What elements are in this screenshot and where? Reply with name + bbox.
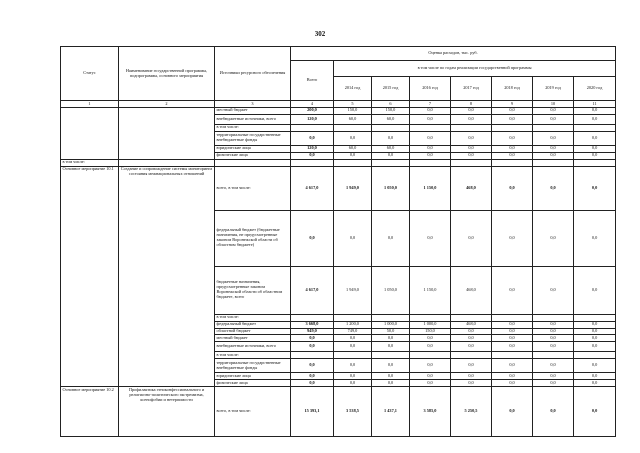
value-cell: 1 437,1 [372, 387, 410, 437]
value-cell: 0,0 [533, 321, 574, 328]
value-cell: 0,0 [492, 342, 533, 352]
source-cell: территориальные государственные внебюджетные фонды [215, 131, 291, 145]
value-cell: 3 538,5 [334, 387, 372, 437]
value-cell: 4 617,0 [291, 166, 334, 210]
value-cell: 0,0 [334, 210, 372, 266]
value-cell: 0,0 [492, 335, 533, 342]
source-cell: в том числе: [215, 314, 291, 321]
header-status: Статус [61, 47, 119, 101]
value-cell: 468,0 [451, 166, 492, 210]
including-label: в том числе: [61, 159, 119, 166]
source-cell: в том числе: [215, 124, 291, 131]
source-cell: физические лица [215, 152, 291, 159]
value-cell [492, 314, 533, 321]
value-cell: 120,0 [291, 114, 334, 124]
value-cell: 0,0 [574, 145, 616, 152]
value-cell [291, 352, 334, 359]
value-cell: 0,0 [372, 380, 410, 387]
page-number: 302 [314, 30, 326, 38]
value-cell: 0,0 [451, 210, 492, 266]
value-cell: 0,0 [574, 359, 616, 373]
value-cell: 0,0 [334, 131, 372, 145]
source-cell: всего, в том числе: [215, 166, 291, 210]
header-year: 2020 год [574, 77, 616, 101]
value-cell [372, 352, 410, 359]
value-cell: 949,0 [291, 328, 334, 335]
value-cell: 0,0 [372, 152, 410, 159]
value-cell [451, 314, 492, 321]
value-cell: 0,0 [410, 210, 451, 266]
source-cell: местный бюджет [215, 107, 291, 114]
header-year: 2015 год [372, 77, 410, 101]
value-cell: 0,0 [451, 328, 492, 335]
value-cell: 60,0 [334, 114, 372, 124]
source-cell: областной бюджет [215, 328, 291, 335]
value-cell: 0,0 [574, 107, 616, 114]
value-cell: 0,0 [574, 266, 616, 314]
column-number: 1 [61, 101, 119, 108]
source-cell: физические лица [215, 380, 291, 387]
event-name: Профилактика этноконфессионального и религиозно-политического экстремизма, ксенофобии и нетерпимости [119, 387, 215, 437]
value-cell: 150,0 [372, 107, 410, 114]
header-year: 2014 год [334, 77, 372, 101]
value-cell: 0,0 [492, 328, 533, 335]
value-cell: 0,0 [291, 131, 334, 145]
value-cell: 60,0 [372, 114, 410, 124]
value-cell: 0,0 [574, 152, 616, 159]
value-cell: 0,0 [492, 152, 533, 159]
header-year: 2017 год [451, 77, 492, 101]
value-cell [574, 352, 616, 359]
value-cell: 0,0 [492, 166, 533, 210]
value-cell: 0,0 [574, 342, 616, 352]
event-status: Основное мероприятие 10.2 [61, 387, 119, 437]
value-cell [533, 124, 574, 131]
value-cell: 0,0 [492, 210, 533, 266]
value-cell [533, 352, 574, 359]
value-cell: 1 050,0 [372, 166, 410, 210]
source-cell: бюджетные назначения, предусмотренные законом Воронежской области об областном бюджете, всего [215, 266, 291, 314]
column-number: 9 [492, 101, 533, 108]
value-cell: 0,0 [533, 266, 574, 314]
value-cell: 0,0 [410, 342, 451, 352]
value-cell: 0,0 [451, 114, 492, 124]
source-cell: юридические лица [215, 373, 291, 380]
value-cell [574, 314, 616, 321]
value-cell: 120,0 [291, 145, 334, 152]
header-total: Всего [291, 61, 334, 101]
value-cell [451, 124, 492, 131]
value-cell: 0,0 [492, 321, 533, 328]
value-cell: 0,0 [410, 114, 451, 124]
value-cell: 0,0 [574, 373, 616, 380]
column-number: 6 [372, 101, 410, 108]
source-cell: всего, в том числе: [215, 387, 291, 437]
column-number: 2 [119, 101, 215, 108]
column-number: 10 [533, 101, 574, 108]
column-number: 7 [410, 101, 451, 108]
value-cell: 0,0 [574, 335, 616, 342]
value-cell: 0,0 [291, 152, 334, 159]
value-cell [372, 124, 410, 131]
budget-table [60, 46, 616, 437]
value-cell [291, 314, 334, 321]
value-cell: 0,0 [574, 387, 616, 437]
value-cell [334, 124, 372, 131]
value-cell: 0,0 [533, 145, 574, 152]
value-cell: 4 617,0 [291, 266, 334, 314]
column-number: 8 [451, 101, 492, 108]
value-cell: 0,0 [574, 166, 616, 210]
source-cell: местный бюджет [215, 335, 291, 342]
top-rows [61, 107, 616, 159]
value-cell: 3 668,0 [291, 321, 334, 328]
value-cell: 0,0 [451, 145, 492, 152]
value-cell: 0,0 [492, 387, 533, 437]
value-cell: 0,0 [451, 373, 492, 380]
value-cell [410, 314, 451, 321]
value-cell: 0,0 [451, 107, 492, 114]
value-cell [410, 352, 451, 359]
value-cell: 0,0 [291, 210, 334, 266]
value-cell: 1 050,0 [372, 266, 410, 314]
value-cell: 0,0 [410, 373, 451, 380]
event-name: Создание и сопровождение системы мониторинга состояния межнациональных отношений [119, 166, 215, 387]
table-row [61, 166, 616, 210]
value-cell [372, 314, 410, 321]
column-number-row [61, 101, 616, 108]
value-cell: 0,0 [334, 335, 372, 342]
value-cell: 0,0 [492, 359, 533, 373]
header-year: 2018 год [492, 77, 533, 101]
value-cell: 0,0 [533, 152, 574, 159]
value-cell: 1 949,0 [334, 266, 372, 314]
column-number: 3 [215, 101, 291, 108]
value-cell: 0,0 [492, 114, 533, 124]
value-cell: 0,0 [372, 342, 410, 352]
value-cell: 0,0 [291, 373, 334, 380]
value-cell: 0,0 [574, 210, 616, 266]
value-cell: 0,0 [492, 131, 533, 145]
value-cell: 0,0 [574, 328, 616, 335]
value-cell: 5 250,5 [451, 387, 492, 437]
event-10-2 [61, 387, 616, 437]
value-cell: 0,0 [291, 335, 334, 342]
source-cell: внебюджетные источники, всего [215, 114, 291, 124]
source-cell: юридические лица [215, 145, 291, 152]
value-cell: 15 393,1 [291, 387, 334, 437]
value-cell: 0,0 [533, 328, 574, 335]
value-cell: 0,0 [533, 373, 574, 380]
value-cell: 50,0 [372, 328, 410, 335]
event-10-1 [61, 166, 616, 387]
value-cell: 1 000,0 [372, 321, 410, 328]
header-including-years: в том числе по годам реализации государственной программы [334, 61, 616, 77]
value-cell: 1 150,0 [410, 166, 451, 210]
header-program-name: Наименование государственной программы, подпрограммы, основного мероприятия [119, 47, 215, 101]
value-cell: 0,0 [533, 359, 574, 373]
value-cell: 0,0 [451, 359, 492, 373]
value-cell: 0,0 [492, 266, 533, 314]
value-cell: 0,0 [410, 380, 451, 387]
header-source: Источники ресурсного обеспечения [215, 47, 291, 101]
value-cell: 0,0 [533, 342, 574, 352]
value-cell: 0,0 [372, 373, 410, 380]
value-cell [291, 124, 334, 131]
value-cell: 0,0 [533, 387, 574, 437]
column-number: 4 [291, 101, 334, 108]
value-cell: 3 585,0 [410, 387, 451, 437]
value-cell: 468,0 [451, 266, 492, 314]
value-cell: 0,0 [372, 131, 410, 145]
header-year: 2019 год [533, 77, 574, 101]
value-cell: 0,0 [291, 380, 334, 387]
value-cell: 0,0 [574, 131, 616, 145]
value-cell: 150,0 [334, 107, 372, 114]
value-cell: 0,0 [492, 145, 533, 152]
value-cell [410, 124, 451, 131]
value-cell: 1 200,0 [334, 321, 372, 328]
value-cell: 0,0 [533, 380, 574, 387]
source-cell: внебюджетные источники, всего [215, 342, 291, 352]
value-cell: 0,0 [533, 107, 574, 114]
value-cell: 0,0 [451, 152, 492, 159]
value-cell: 0,0 [410, 359, 451, 373]
value-cell: 0,0 [334, 359, 372, 373]
value-cell [451, 352, 492, 359]
value-cell: 0,0 [334, 342, 372, 352]
value-cell: 0,0 [451, 131, 492, 145]
value-cell: 0,0 [492, 107, 533, 114]
value-cell [574, 124, 616, 131]
source-cell: в том числе: [215, 352, 291, 359]
value-cell: 0,0 [574, 321, 616, 328]
value-cell: 1 949,0 [334, 166, 372, 210]
value-cell: 60,0 [372, 145, 410, 152]
value-cell: 200,0 [291, 107, 334, 114]
value-cell: 0,0 [533, 166, 574, 210]
value-cell: 0,0 [410, 131, 451, 145]
column-number: 11 [574, 101, 616, 108]
source-cell: федеральный бюджет [215, 321, 291, 328]
source-cell: федеральный бюджет (бюджетные назначения, не предусмотренные законом Воронежской области об областном бюджете) [215, 210, 291, 266]
value-cell: 0,0 [492, 380, 533, 387]
value-cell: 0,0 [533, 131, 574, 145]
value-cell: 0,0 [574, 380, 616, 387]
column-number: 5 [334, 101, 372, 108]
value-cell: 0,0 [334, 373, 372, 380]
value-cell: 0,0 [372, 359, 410, 373]
value-cell: 749,0 [334, 328, 372, 335]
value-cell: 1 000,0 [410, 321, 451, 328]
value-cell: 0,0 [533, 114, 574, 124]
value-cell: 0,0 [372, 335, 410, 342]
table-row [61, 387, 616, 437]
value-cell: 0,0 [410, 145, 451, 152]
value-cell: 0,0 [451, 380, 492, 387]
value-cell: 1 150,0 [410, 266, 451, 314]
value-cell: 0,0 [574, 114, 616, 124]
value-cell: 0,0 [410, 152, 451, 159]
value-cell: 60,0 [334, 145, 372, 152]
value-cell [334, 314, 372, 321]
value-cell: 0,0 [451, 342, 492, 352]
table-row [61, 107, 616, 114]
header-estimate: Оценка расходов, тыс. руб. [291, 47, 616, 61]
value-cell: 0,0 [291, 342, 334, 352]
value-cell: 0,0 [291, 359, 334, 373]
value-cell: 0,0 [533, 210, 574, 266]
value-cell [533, 314, 574, 321]
value-cell [492, 352, 533, 359]
value-cell: 150,0 [410, 328, 451, 335]
value-cell: 0,0 [410, 335, 451, 342]
value-cell: 0,0 [492, 373, 533, 380]
value-cell: 0,0 [372, 210, 410, 266]
value-cell: 0,0 [334, 380, 372, 387]
name-cell [119, 107, 215, 159]
header-year: 2016 год [410, 77, 451, 101]
value-cell [492, 124, 533, 131]
value-cell: 0,0 [451, 335, 492, 342]
value-cell: 0,0 [410, 107, 451, 114]
status-cell [61, 107, 119, 159]
value-cell: 468,0 [451, 321, 492, 328]
event-status: Основное мероприятие 10.1 [61, 166, 119, 387]
value-cell: 0,0 [533, 335, 574, 342]
value-cell [334, 352, 372, 359]
source-cell: территориальные государственные внебюджетные фонды [215, 359, 291, 373]
value-cell: 0,0 [334, 152, 372, 159]
